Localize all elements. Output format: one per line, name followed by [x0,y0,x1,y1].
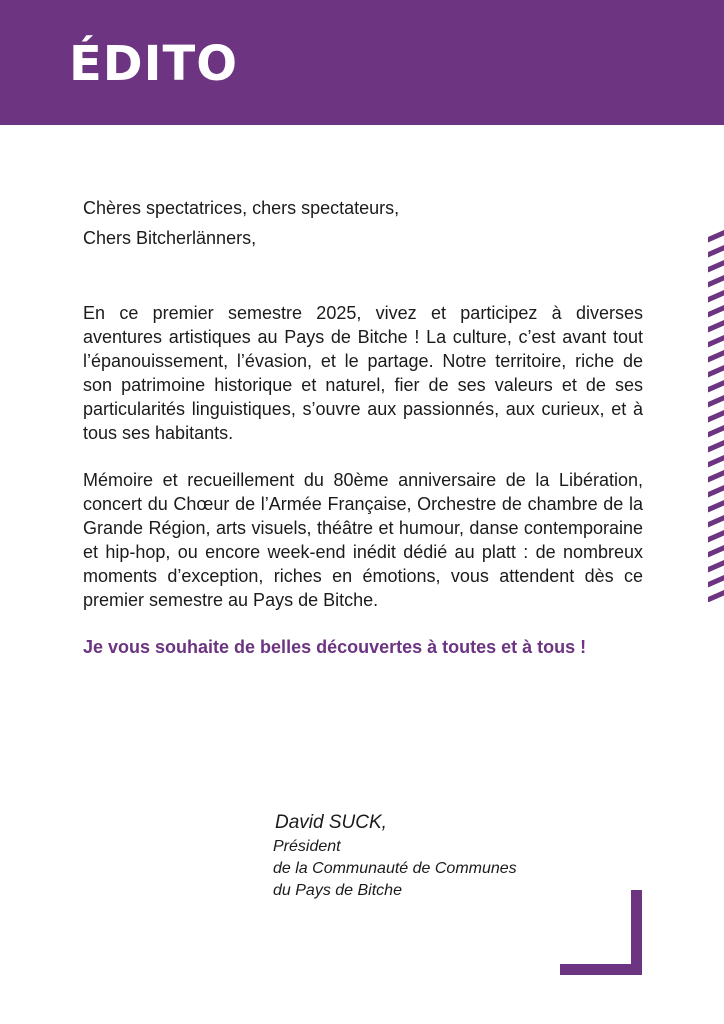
stripe-mark [708,500,724,513]
stripe-mark [708,425,724,438]
stripe-mark [708,515,724,528]
paragraph-intro: En ce premier semestre 2025, vivez et participez à diverses aventures artistiques au Pays de Bitche ! La culture, c’est avant tout l’épanouissement, l’évasion, et le partage. Notre territoire, riche de son patrimoine historique et naturel, fier de ses valeurs et de ses particularités linguistiques, s’ouvre aux passionnés, aux curieux, et à tous ses habitants. [83,303,643,443]
signatory-title-1: Président [273,838,341,855]
signatory-title-2: de la Communauté de Communes [273,860,517,877]
stripe-mark [708,245,724,258]
paragraph-program: Mémoire et recueillement du 80ème anniversaire de la Libération, concert du Chœur de l’Armée Française, Orchestre de chambre de la Grande Région, arts visuels, théâtre et humour, danse contemporaine et hip-hop, ou encore week-end inédit dédié au platt : de nombreux moments d’exception, riches en émotions, vous attendent dès ce premier semestre au Pays de Bitche. [83,470,643,610]
stripe-mark [708,560,724,573]
stripe-mark [708,455,724,468]
stripe-mark [708,470,724,483]
stripe-mark [708,485,724,498]
stripe-mark [708,335,724,348]
decorative-stripes [698,227,724,602]
stripe-mark [708,260,724,273]
stripe-mark [708,305,724,318]
stripe-mark [708,275,724,288]
stripe-mark [708,350,724,363]
stripe-mark [708,440,724,453]
stripe-mark [708,545,724,558]
page-title: ÉDITO [69,36,239,92]
stripe-mark [708,320,724,333]
stripe-mark [708,410,724,423]
corner-bracket-vertical [631,890,642,975]
stripe-mark [708,380,724,393]
signatory-title-3: du Pays de Bitche [273,882,402,899]
header-band [0,0,724,125]
corner-bracket-horizontal [560,964,642,975]
stripe-mark [708,230,724,243]
greeting-line-1: Chères spectatrices, chers spectateurs, [83,198,400,218]
closing-wish: Je vous souhaite de belles découvertes à toutes et à tous ! [83,637,587,657]
stripe-mark [708,530,724,543]
stripe-mark [708,365,724,378]
stripe-mark [708,590,724,602]
signatory-name: David SUCK, [275,812,387,833]
stripe-mark [708,395,724,408]
stripe-mark [708,575,724,588]
signature-block [273,810,517,902]
greeting-line-2: Chers Bitcherlänners, [83,228,257,248]
stripe-mark [708,290,724,303]
letter-body [83,193,643,660]
